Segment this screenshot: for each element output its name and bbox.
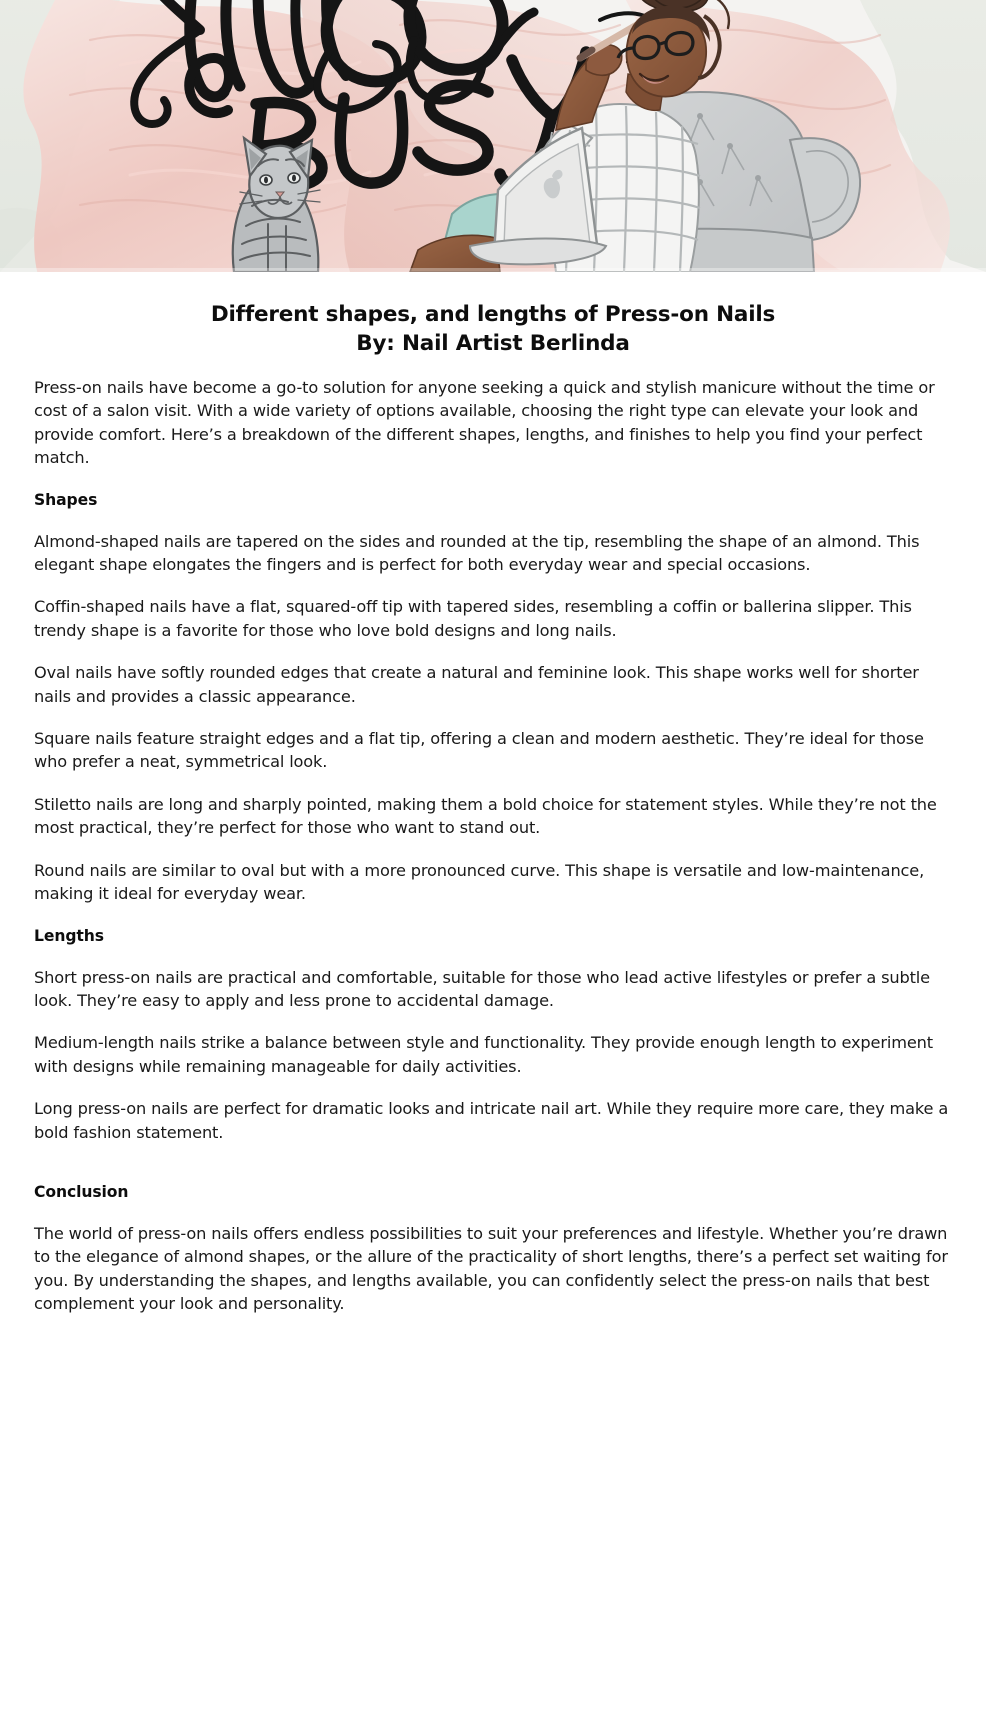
intro-paragraph: Press-on nails have become a go-to solution for anyone seeking a quick and stylish manicure without the time or cost of a salon visit. With a wide variety of options available, choosing the right type can elevate your look and provide comfort. Here’s a breakdown of the different shapes, lengths, and finishes to help you find your perfect match. — [34, 378, 935, 468]
shapes-paragraph-oval: Oval nails have softly rounded edges that create a natural and feminine look. This shape works well for shorter nails and provides a classic appearance. — [34, 663, 919, 706]
shapes-paragraph-square: Square nails feature straight edges and a flat tip, offering a clean and modern aesthetic. They’re ideal for those who prefer a neat, symmetrical look. — [34, 729, 924, 772]
too-busy-illustration — [0, 0, 986, 272]
shapes-paragraph-round: Round nails are similar to oval but with a more pronounced curve. This shape is versatile and low-maintenance, making it ideal for everyday wear. — [34, 860, 925, 904]
shapes-paragraph-coffin: Coffin-shaped nails have a flat, squared-off tip with tapered sides, resembling a coffin or ballerina slipper. This trendy shape is a favorite for those who love bold designs and long nails. — [34, 597, 912, 640]
banner-illustration — [0, 0, 986, 272]
lengths-paragraph-long: Long press-on nails are perfect for dramatic looks and intricate nail art. While they require more care, they make a bold fashion statement. — [34, 1099, 949, 1142]
lengths-paragraph-medium: Medium-length nails strike a balance between style and functionality. They provide enough length to experiment with designs while remaining manageable for daily activities. — [34, 1033, 933, 1076]
section-heading-shapes: Shapes — [34, 490, 98, 509]
section-heading-lengths: Lengths — [34, 926, 104, 945]
section-heading-conclusion: Conclusion — [34, 1182, 129, 1201]
shapes-paragraph-almond: Almond-shaped nails are tapered on the sides and rounded at the tip, resembling the shape of an almond. This elegant shape elongates the fingers and is perfect for both everyday wear and special occasions. — [34, 531, 920, 575]
title-block — [34, 272, 952, 362]
byline: By: Nail Artist Berlinda — [356, 331, 630, 356]
article-body — [0, 272, 986, 1316]
header-banner — [0, 0, 986, 272]
section-spacer — [34, 1163, 952, 1181]
lengths-paragraph-short: Short press-on nails are practical and comfortable, suitable for those who lead active lifestyles or prefer a subtle look. They’re easy to apply and less prone to accidental damage. — [34, 967, 930, 1010]
shapes-paragraph-stiletto: Stiletto nails are long and sharply pointed, making them a bold choice for statement styles. While they’re not the most practical, they’re perfect for those who want to stand out. — [34, 794, 937, 838]
conclusion-paragraph: The world of press-on nails offers endless possibilities to suit your preferences and lifestyle. Whether you’re drawn to the elegance of almond shapes, or the allure of the practicality of short lengths, there’s a perfect set waiting for you. By understanding the shapes, and lengths available, you can confidently select the press-on nails that best complement your look and personality. — [34, 1223, 948, 1314]
page-title: Different shapes, and lengths of Press-on Nails — [210, 302, 776, 327]
